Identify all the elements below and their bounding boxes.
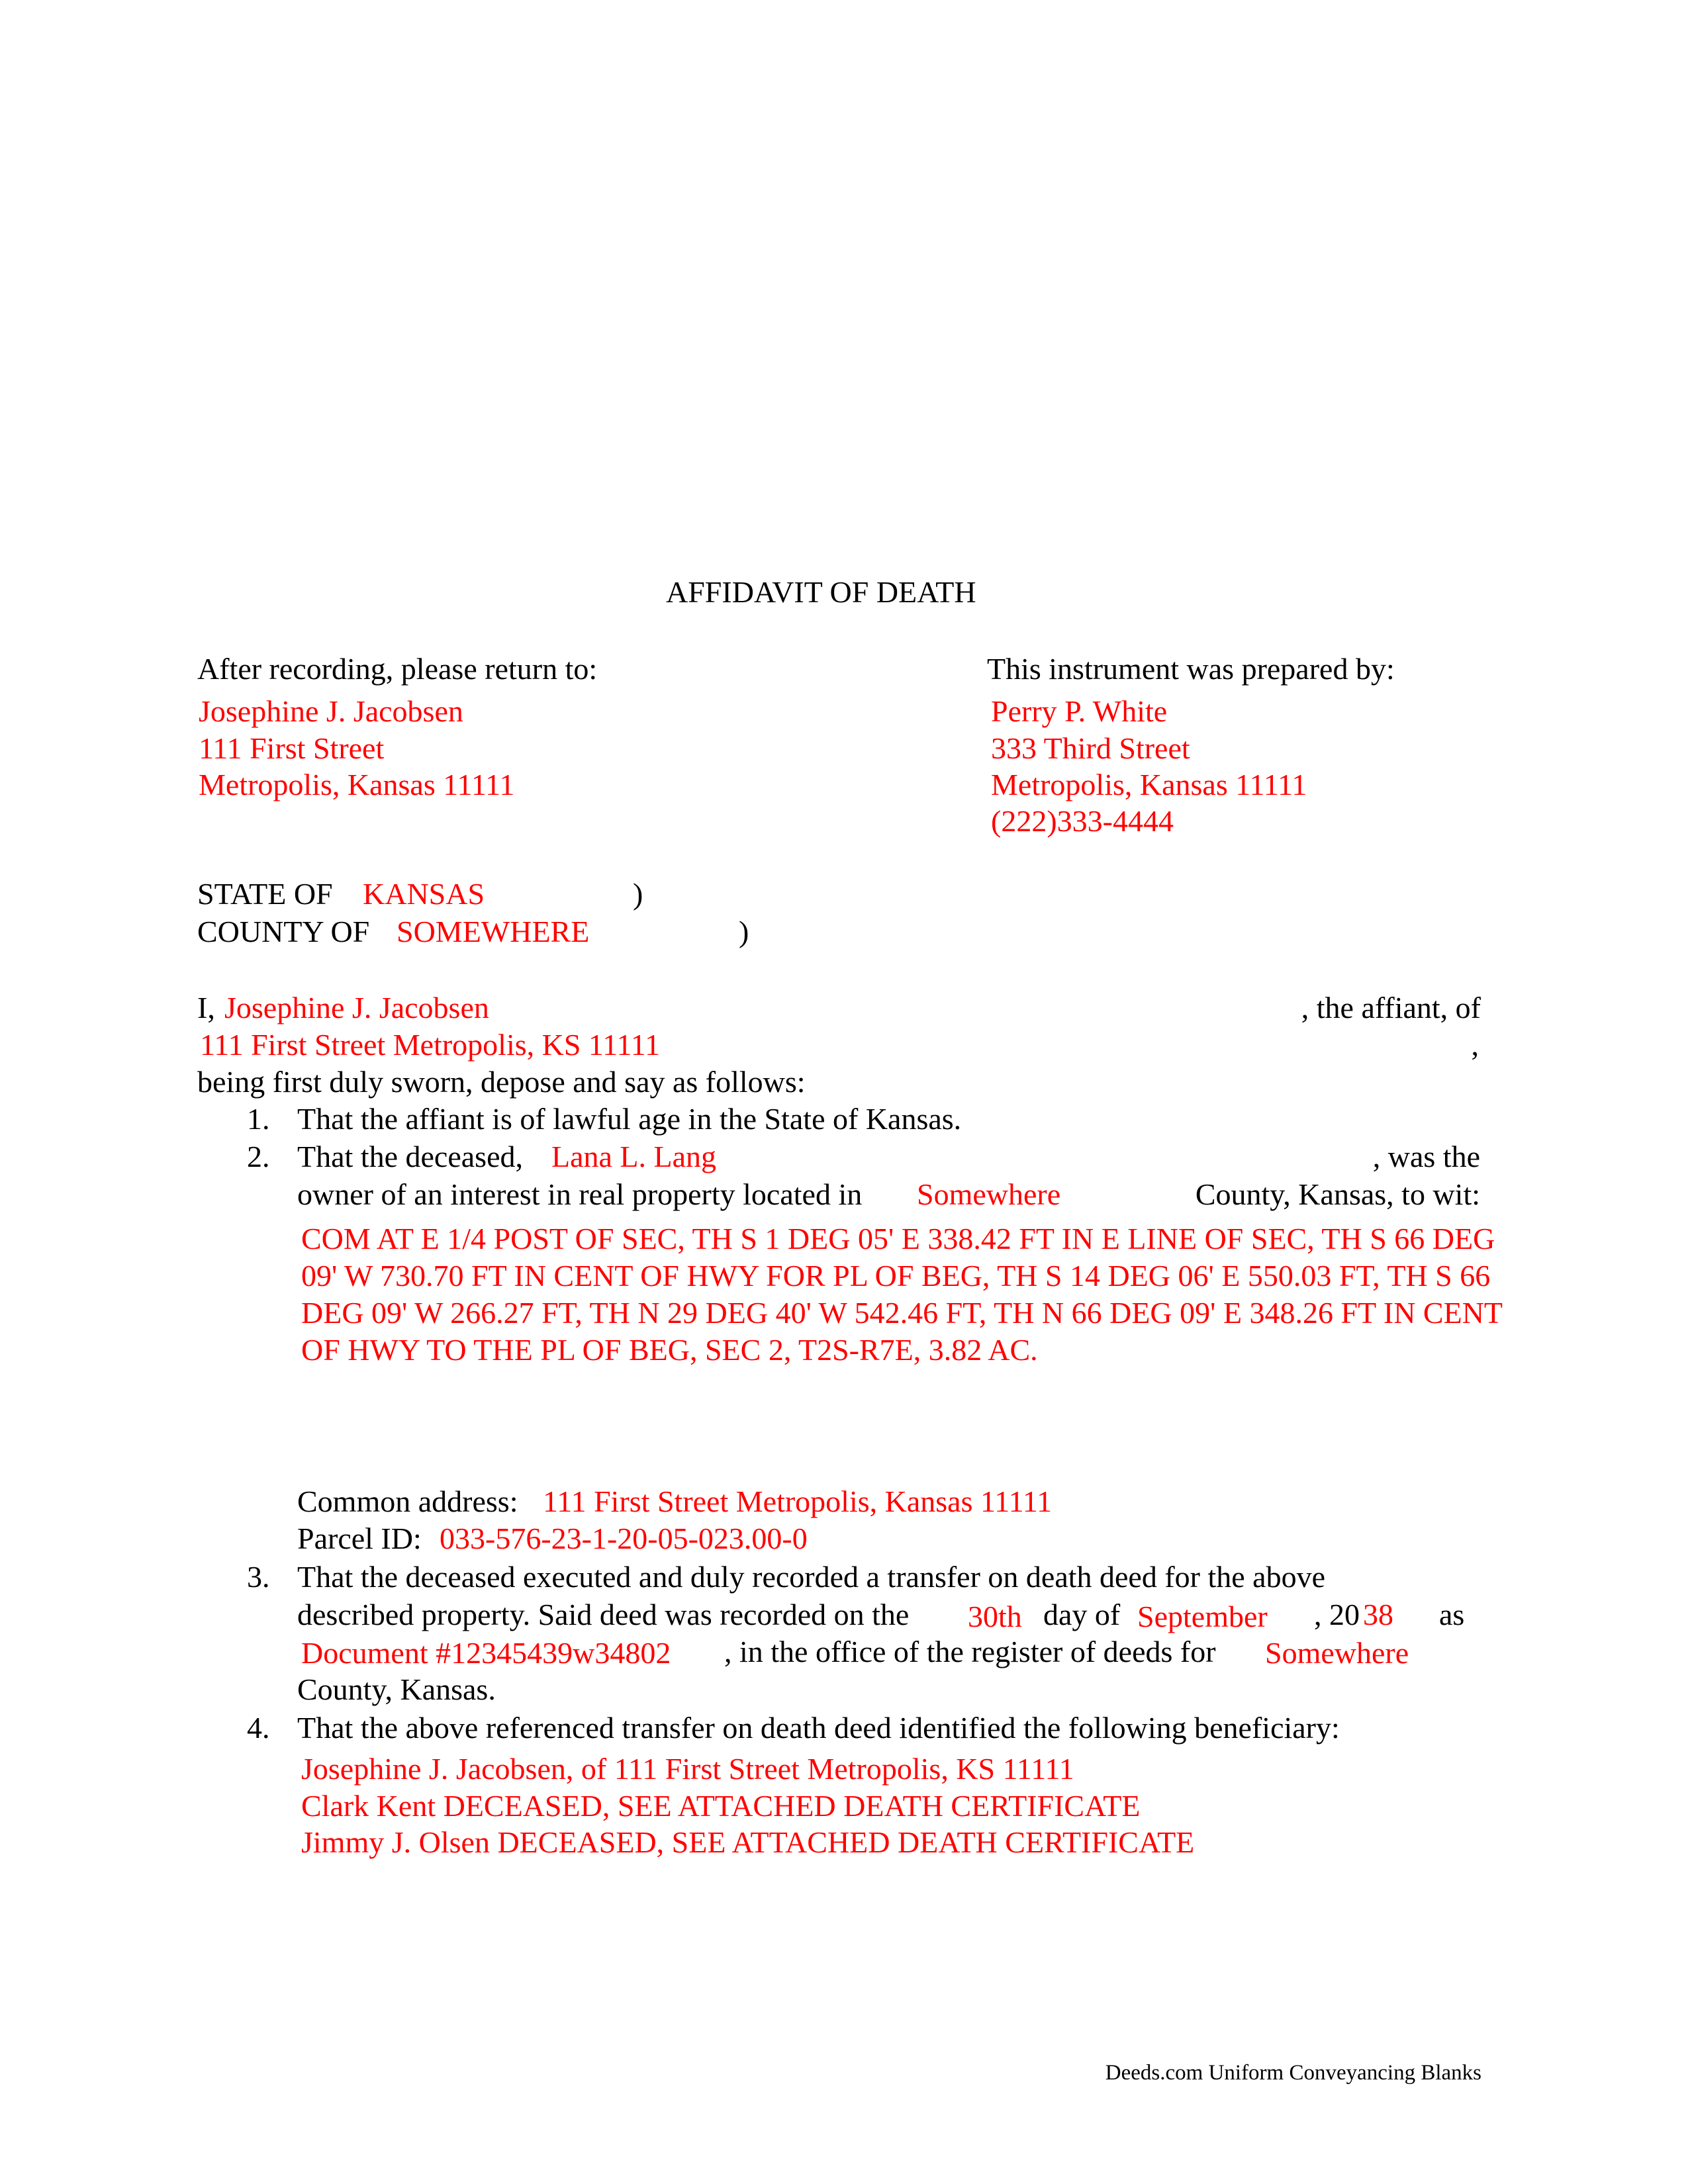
- property-county: Somewhere: [917, 1177, 1061, 1211]
- year-prefix: , 20: [1314, 1598, 1360, 1631]
- state-label: STATE OF: [197, 877, 333, 911]
- item-2-line2-prefix: owner of an interest in real property located in: [297, 1177, 863, 1211]
- county-value: SOMEWHERE: [397, 915, 590, 948]
- affiant-suffix: , the affiant, of: [1301, 991, 1481, 1024]
- footer-text: Deeds.com Uniform Conveyancing Blanks: [1105, 2061, 1481, 2085]
- item-4-text: That the above referenced transfer on death deed identified the following beneficiary:: [297, 1711, 1340, 1745]
- item-2-number: 2.: [247, 1140, 270, 1173]
- recorded-month: September: [1137, 1600, 1268, 1633]
- affiant-address-comma: ,: [1471, 1028, 1479, 1062]
- prepared-by-name: Perry P. White: [991, 694, 1168, 728]
- beneficiary-3: Jimmy J. Olsen DECEASED, SEE ATTACHED DEATH CERTIFICATE: [301, 1825, 1195, 1859]
- year-suffix: 38: [1363, 1598, 1393, 1631]
- office-text: , in the office of the register of deeds for: [724, 1635, 1216, 1668]
- parcel-id-value: 033-576-23-1-20-05-023.00-0: [440, 1522, 808, 1555]
- state-paren: ): [633, 877, 643, 911]
- common-address-label: Common address:: [297, 1484, 518, 1518]
- sworn-statement: being first duly sworn, depose and say as follows:: [197, 1065, 806, 1099]
- deceased-name: Lana L. Lang: [551, 1140, 717, 1173]
- recorded-day: 30th: [968, 1600, 1022, 1633]
- office-county: Somewhere: [1265, 1636, 1409, 1670]
- affiant-address: 111 First Street Metropolis, KS 11111: [200, 1028, 661, 1062]
- return-to-city: Metropolis, Kansas 11111: [199, 768, 515, 801]
- as-text: as: [1439, 1598, 1465, 1631]
- beneficiary-2: Clark Kent DECEASED, SEE ATTACHED DEATH CERTIFICATE: [301, 1789, 1141, 1823]
- county-label: COUNTY OF: [197, 915, 370, 948]
- affiant-prefix: I,: [197, 991, 215, 1024]
- prepared-by-city: Metropolis, Kansas 11111: [991, 768, 1307, 801]
- item-1-number: 1.: [247, 1102, 270, 1136]
- county-paren: ): [739, 915, 749, 948]
- item-4-number: 4.: [247, 1711, 270, 1745]
- beneficiary-1: Josephine J. Jacobsen, of 111 First Street Metropolis, KS 11111: [301, 1752, 1074, 1786]
- item-3-line1: That the deceased executed and duly recorded a transfer on death deed for the above: [297, 1560, 1326, 1594]
- return-to-name: Josephine J. Jacobsen: [199, 694, 463, 728]
- prepared-by-street: 333 Third Street: [991, 731, 1190, 765]
- item-3-line2-prefix: described property. Said deed was recorded on the: [297, 1598, 910, 1631]
- return-to-heading: After recording, please return to:: [197, 652, 598, 686]
- document-title: AFFIDAVIT OF DEATH: [666, 575, 976, 609]
- item-2-suffix: , was the: [1372, 1140, 1480, 1173]
- affiant-name: Josephine J. Jacobsen: [224, 991, 489, 1024]
- parcel-id-label: Parcel ID:: [297, 1522, 422, 1555]
- item-3-number: 3.: [247, 1560, 270, 1594]
- state-value: KANSAS: [363, 877, 485, 911]
- common-address-value: 111 First Street Metropolis, Kansas 11111: [543, 1484, 1053, 1518]
- document-number: Document #12345439w34802: [301, 1636, 671, 1670]
- prepared-by-heading: This instrument was prepared by:: [987, 652, 1395, 686]
- prepared-by-phone: (222)333-4444: [991, 804, 1174, 838]
- item-2-line2-suffix: County, Kansas, to wit:: [1195, 1177, 1480, 1211]
- item-1-text: That the affiant is of lawful age in the State of Kansas.: [297, 1102, 962, 1136]
- day-of-text: day of: [1043, 1598, 1121, 1631]
- return-to-street: 111 First Street: [199, 731, 385, 765]
- item-2-prefix: That the deceased,: [297, 1140, 523, 1173]
- legal-description: COM AT E 1/4 POST OF SEC, TH S 1 DEG 05' E 338.42 FT IN E LINE OF SEC, TH S 66 DEG 09' W 730.70 FT IN CENT OF HWY FOR PL OF BEG, TH S 14 DEG 06' E 550.03 FT, TH S 66 DEG 09' W 266.27 FT, TH N 29 DEG 40' W 542.46 FT, TH N 66 DEG 09' E 348.26 FT IN CENT OF HWY TO THE PL OF BEG, SEC 2, T2S-R7E, 3.82 AC.: [301, 1222, 1503, 1367]
- county-kansas-text: County, Kansas.: [297, 1672, 496, 1706]
